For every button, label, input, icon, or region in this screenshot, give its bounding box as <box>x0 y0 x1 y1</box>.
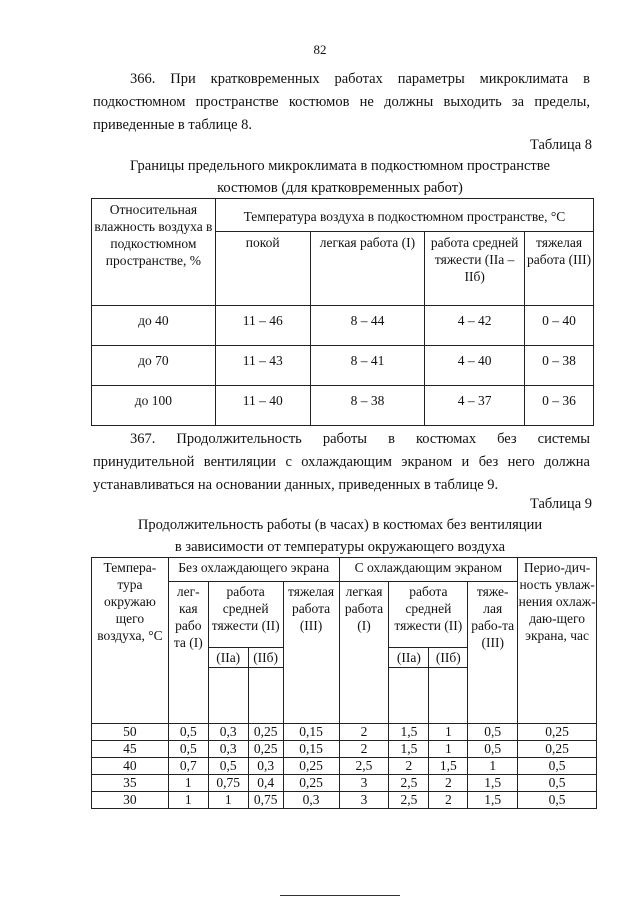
table-cell: 0,15 <box>283 741 339 758</box>
table-cell: 0,3 <box>208 724 248 741</box>
table-cell: 11 – 40 <box>215 386 310 426</box>
table-8-col-rest: покой <box>215 232 310 306</box>
table-row <box>92 741 597 758</box>
table-cell: до 100 <box>92 386 216 426</box>
table-cell: до 40 <box>92 306 216 346</box>
table-9-wo-sub-a: (IIа) <box>208 648 248 668</box>
table-9-w-light: легкая работа (I) <box>339 582 389 724</box>
table-cell: 0,25 <box>518 724 597 741</box>
table-9-wo-sub-b-spacer <box>248 668 283 724</box>
table-cell: 0,75 <box>248 792 283 809</box>
table-cell: 3 <box>339 775 389 792</box>
table-cell: 11 – 46 <box>215 306 310 346</box>
table-cell: 0,5 <box>468 741 518 758</box>
table-cell: 35 <box>92 775 169 792</box>
table-9-col-period: Перио-дич-ность увлаж-нения охлаж-даю-щего экрана, час <box>518 558 597 724</box>
table-8 <box>91 198 594 426</box>
table-8-label: Таблица 8 <box>529 137 592 153</box>
paragraph-366: 366. При кратковременных работах параметры микроклимата в подкостюмном пространстве костюмов не должны выходить за пределы, приведенные в таблице 8. <box>93 71 590 133</box>
table-cell: 45 <box>92 741 169 758</box>
table-9-w-heavy: тяже-лая рабо-та (III) <box>468 582 518 724</box>
table-cell: 8 – 41 <box>310 346 425 386</box>
table-cell: 0,5 <box>168 724 208 741</box>
table-cell: 0,5 <box>518 792 597 809</box>
table-row <box>92 306 594 346</box>
table-9-w-sub-a-spacer <box>389 668 429 724</box>
table-cell: 0 – 36 <box>525 386 594 426</box>
page-number: 82 <box>313 42 327 57</box>
table-9-w-sub-b: (IIб) <box>429 648 468 668</box>
table-cell: 1 <box>468 758 518 775</box>
table-row <box>92 792 597 809</box>
table-cell: 0,3 <box>283 792 339 809</box>
table-cell: 0,25 <box>283 775 339 792</box>
table-cell: 0,5 <box>518 775 597 792</box>
table-9-label: Таблица 9 <box>529 496 592 512</box>
table-cell: 4 – 37 <box>425 386 525 426</box>
table-8-col-humidity: Относительная влажность воздуха в подкостюмном пространстве, % <box>92 199 216 306</box>
table-cell: 1,5 <box>389 724 429 741</box>
table-9-wo-medium: работа средней тяжести (II) <box>208 582 283 648</box>
table-row <box>92 758 597 775</box>
table-8-caption-line1: Границы предельного микроклимата в подкостюмном пространстве <box>130 158 550 174</box>
table-9-col-temperature: Темпера-тура окружаю щего воздуха, °С <box>92 558 169 724</box>
table-9-wo-sub-b: (IIб) <box>248 648 283 668</box>
table-cell: 4 – 40 <box>425 346 525 386</box>
table-cell: 8 – 38 <box>310 386 425 426</box>
table-cell: 8 – 44 <box>310 306 425 346</box>
table-cell: 2 <box>429 792 468 809</box>
table-cell: 0,7 <box>168 758 208 775</box>
table-cell: 11 – 43 <box>215 346 310 386</box>
table-cell: 1,5 <box>468 775 518 792</box>
table-cell: 0,25 <box>283 758 339 775</box>
table-9-w-sub-b-spacer <box>429 668 468 724</box>
table-cell: 1 <box>168 792 208 809</box>
table-8-caption-line2: костюмов (для кратковременных работ) <box>217 180 463 196</box>
table-8-caption <box>90 155 590 199</box>
table-cell: 1 <box>208 792 248 809</box>
table-cell: 0 – 38 <box>525 346 594 386</box>
table-9-caption-line2: в зависимости от температуры окружающего воздуха <box>174 539 506 555</box>
table-8-col-light: легкая работа (I) <box>310 232 425 306</box>
table-9-header-row-1 <box>92 558 597 582</box>
table-cell: 1,5 <box>468 792 518 809</box>
table-9-caption-line1: Продолжительность работы (в часах) в костюмах без вентиляции <box>137 517 543 533</box>
table-cell: 1,5 <box>429 758 468 775</box>
table-cell: 4 – 42 <box>425 306 525 346</box>
table-cell: 1 <box>168 775 208 792</box>
table-cell: 1,5 <box>389 741 429 758</box>
table-cell: 0,3 <box>248 758 283 775</box>
table-cell: 2,5 <box>339 758 389 775</box>
table-cell: 0,75 <box>208 775 248 792</box>
table-9-w-sub-a: (IIа) <box>389 648 429 668</box>
table-8-col-group-temperature: Температура воздуха в подкостюмном пространстве, °С <box>215 199 593 232</box>
table-cell: 1 <box>429 724 468 741</box>
table-cell: 0,25 <box>518 741 597 758</box>
table-cell: 0,25 <box>248 741 283 758</box>
table-cell: 0,5 <box>208 758 248 775</box>
table-cell: 30 <box>92 792 169 809</box>
table-row <box>92 346 594 386</box>
table-cell: 2 <box>339 741 389 758</box>
table-cell: 0,5 <box>168 741 208 758</box>
page-bottom-rule <box>280 895 400 896</box>
table-9-group-with-screen: С охлаждающим экраном <box>339 558 518 582</box>
table-cell: 2 <box>339 724 389 741</box>
table-cell: 50 <box>92 724 169 741</box>
table-cell: 2,5 <box>389 775 429 792</box>
table-cell: до 70 <box>92 346 216 386</box>
table-9-wo-heavy: тяжелая работа (III) <box>283 582 339 724</box>
table-8-header-row-1 <box>92 199 594 232</box>
table-cell: 0 – 40 <box>525 306 594 346</box>
table-9-w-medium: работа средней тяжести (II) <box>389 582 468 648</box>
table-9-group-without-screen: Без охлаждающего экрана <box>168 558 339 582</box>
table-9-wo-light: лег-кая рабо та (I) <box>168 582 208 724</box>
table-row <box>92 775 597 792</box>
table-cell: 2 <box>429 775 468 792</box>
table-8-col-medium: работа средней тяжести (IIа – IIб) <box>425 232 525 306</box>
table-row <box>92 724 597 741</box>
table-cell: 0,3 <box>208 741 248 758</box>
table-cell: 3 <box>339 792 389 809</box>
table-cell: 2 <box>389 758 429 775</box>
table-cell: 0,5 <box>468 724 518 741</box>
table-cell: 0,5 <box>518 758 597 775</box>
table-cell: 0,4 <box>248 775 283 792</box>
paragraph-367: 367. Продолжительность работы в костюмах без системы принудительной вентиляции с охлаждающим экраном и без него должна устанавливаться на основании данных, приведенных в таблице 9. <box>93 431 590 493</box>
table-9-caption <box>90 514 590 558</box>
table-cell: 1 <box>429 741 468 758</box>
table-row <box>92 386 594 426</box>
table-cell: 0,25 <box>248 724 283 741</box>
table-cell: 2,5 <box>389 792 429 809</box>
table-8-col-heavy: тяжелая работа (III) <box>525 232 594 306</box>
table-cell: 40 <box>92 758 169 775</box>
table-9 <box>91 557 597 809</box>
table-cell: 0,15 <box>283 724 339 741</box>
table-9-wo-sub-a-spacer <box>208 668 248 724</box>
